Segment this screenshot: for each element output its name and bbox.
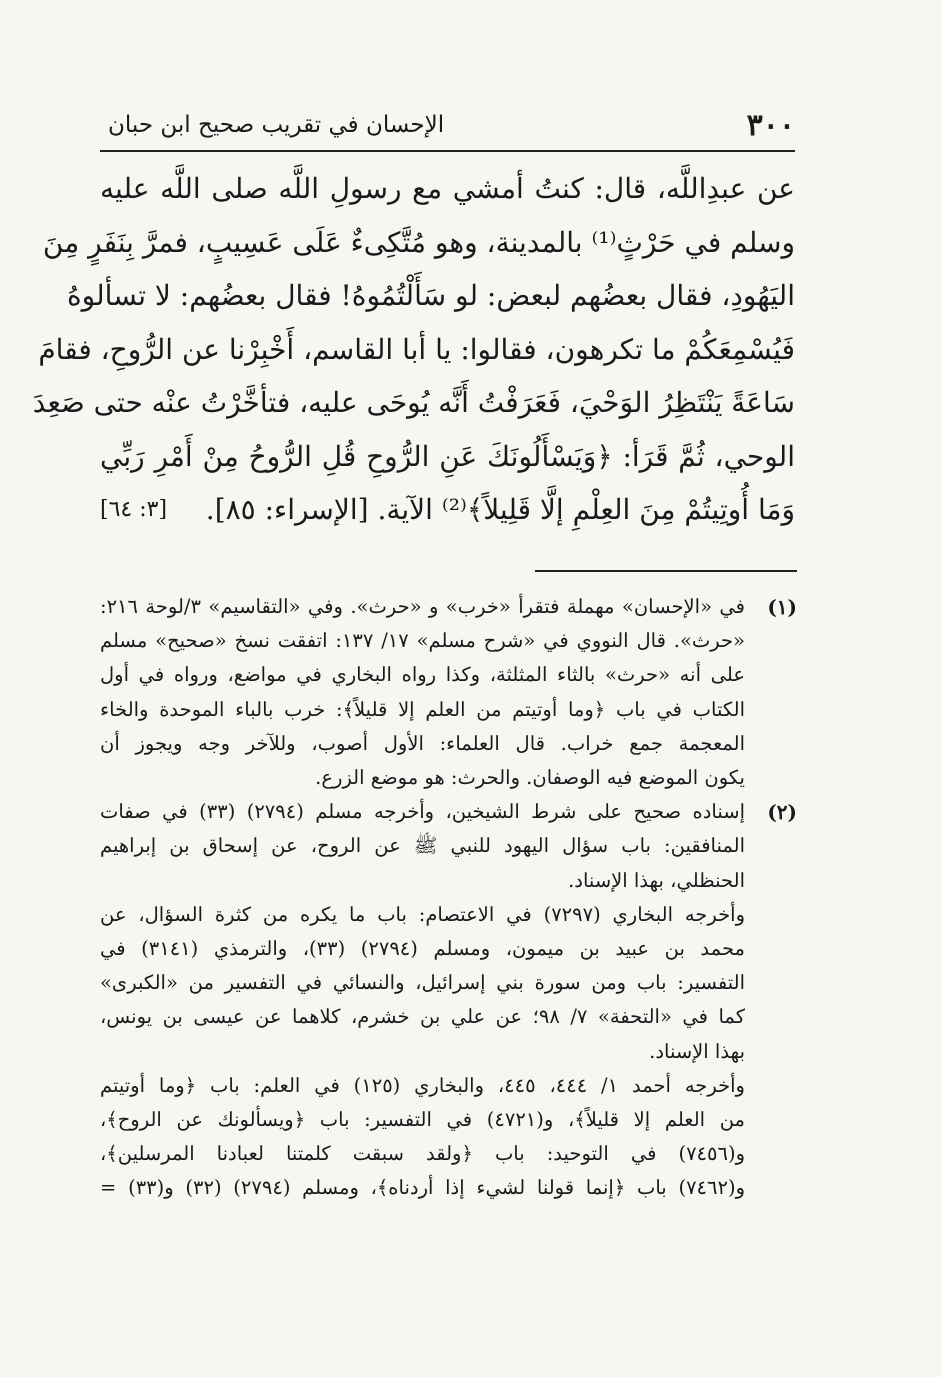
text-line: فَيُسْمِعَكُمْ ما تكرهون، فقالوا: يا أبا القاسم، أَخْبِرْنا عن الرُّوحِ، فقامَ <box>38 332 795 366</box>
footnote-1 <box>100 590 797 795</box>
footnote-2-paragraph-2 <box>100 898 797 1069</box>
footnote-line: المعجمة جمع خراب. قال العلماء: الأول أصوب، وللآخر وجه ويجوز أن <box>100 731 745 755</box>
footnote-line: الكتاب في باب ﴿وما أوتيتم من العلم إلا قليلاً﴾: خرب بالباء الموحدة والخاء <box>100 697 745 721</box>
footnote-line: «حرث». قال النووي في «شرح مسلم» ١٧/ ١٣٧: اتفقت نسخ «صحيح» مسلم <box>100 629 745 653</box>
footnote-line: في «الإحسان» مهملة فتقرأ «خرب» و «حرث». وفي «التقاسيم» ٣/لوحة ٢١٦: <box>100 595 746 618</box>
text-line: وسلم في حَرْثٍ⁽¹⁾ بالمدينة، وهو مُتَّكِىءٌ عَلَى عَسِيبٍ، فمرَّ بِنَفَرٍ مِنَ <box>42 225 795 259</box>
footnotes <box>100 590 797 1206</box>
footnote-number: (٢) <box>767 800 797 825</box>
closing-verse: وَمَا أُوتِيتُمْ مِنَ العِلْمِ إلَّا قَلِيلاً﴾⁽²⁾ الآية. [الإسراء: ٨٥]. <box>205 493 795 526</box>
footnote-line: من العلم إلا قليلاً﴾، و(٤٧٢١) في التفسير: باب ﴿ويسألونك عن الروح﴾، <box>100 1108 745 1132</box>
text-line: سَاعَةً يَنْتَظِرُ الوَحْيَ، فَعَرَفْتُ أَنَّه يُوحَى عليه، فتأخَّرْتُ عنْه حتى صَعِدَ <box>32 386 795 419</box>
page-header <box>100 108 795 152</box>
footnote-divider <box>535 570 797 572</box>
page-number: ٣٠٠ <box>746 108 795 143</box>
text-line: عن عبدِاللَّه، قال: كنتُ أمشي مع رسولِ اللَّه صلى اللَّه عليه <box>100 172 795 205</box>
footnote-line: إسناده صحيح على شرط الشيخين، وأخرجه مسلم (٢٧٩٤) (٣٣) في صفات <box>100 800 745 824</box>
footnote-line: الحنظلي، بهذا الإسناد. <box>568 868 745 892</box>
footnote-line: محمد بن عبيد بن ميمون، ومسلم (٢٧٩٤) (٣٣)، والترمذي (٣١٤١) في <box>100 937 745 961</box>
footnote-2 <box>100 795 797 898</box>
text-line: الوحي، ثُمَّ قَرَأ: ﴿وَيَسْأَلُونَكَ عَنِ الرُّوحِ قُلِ الرُّوحُ مِنْ أَمْرِ رَبِّي <box>100 439 795 473</box>
footnote-line: و(٧٤٦٢) باب ﴿إنما قولنا لشيء إذا أردناه﴾، ومسلم (٢٧٩٤) (٣٢) و(٣٣) = <box>100 1176 745 1200</box>
running-title: الإحسان في تقريب صحيح ابن حبان <box>108 112 445 138</box>
footnote-line: على أنه «حرث» بالثاء المثلثة، وكذا رواه البخاري في مواضع، ورواه في أول <box>100 663 745 687</box>
footnote-line: يكون الموضع فيه الوصفان. والحرث: هو موضع الزرع. <box>315 766 745 790</box>
footnote-2-paragraph-3 <box>100 1069 797 1206</box>
footnote-line: وأخرجه أحمد ١/ ٤٤٤، ٤٤٥، والبخاري (١٢٥) في العلم: باب ﴿وما أوتيتم <box>100 1073 745 1097</box>
source-reference: [٣: ٦٤] <box>100 497 168 522</box>
text-line: اليَهُودِ، فقال بعضُهم لبعض: لو سَأَلْتُمُوهُ! فقال بعضُهم: لا تسألوهُ <box>67 279 795 312</box>
footnote-line: كما في «التحفة» ٧/ ٩٨؛ عن علي بن خشرم، كلاهما عن عيسى بن يونس، <box>100 1005 745 1029</box>
footnote-number: (١) <box>767 595 797 619</box>
footnote-line: المنافقين: باب سؤال اليهود للنبي ﷺ عن الروح، عن إسحاق بن إبراهيم <box>100 834 745 858</box>
footnote-line: و(٧٤٥٦) في التوحيد: باب ﴿ولقد سبقت كلمتنا لعبادنا المرسلين﴾، <box>100 1142 745 1166</box>
footnote-line: وأخرجه البخاري (٧٢٩٧) في الاعتصام: باب ما يكره من كثرة السؤال، عن <box>100 902 745 926</box>
hadith-text <box>32 162 795 537</box>
footnote-line: بهذا الإسناد. <box>649 1039 745 1063</box>
footnote-line: التفسير: باب ومن سورة بني إسرائيل، والنسائي في التفسير من «الكبرى» <box>100 971 745 995</box>
text-line-last <box>100 483 795 537</box>
